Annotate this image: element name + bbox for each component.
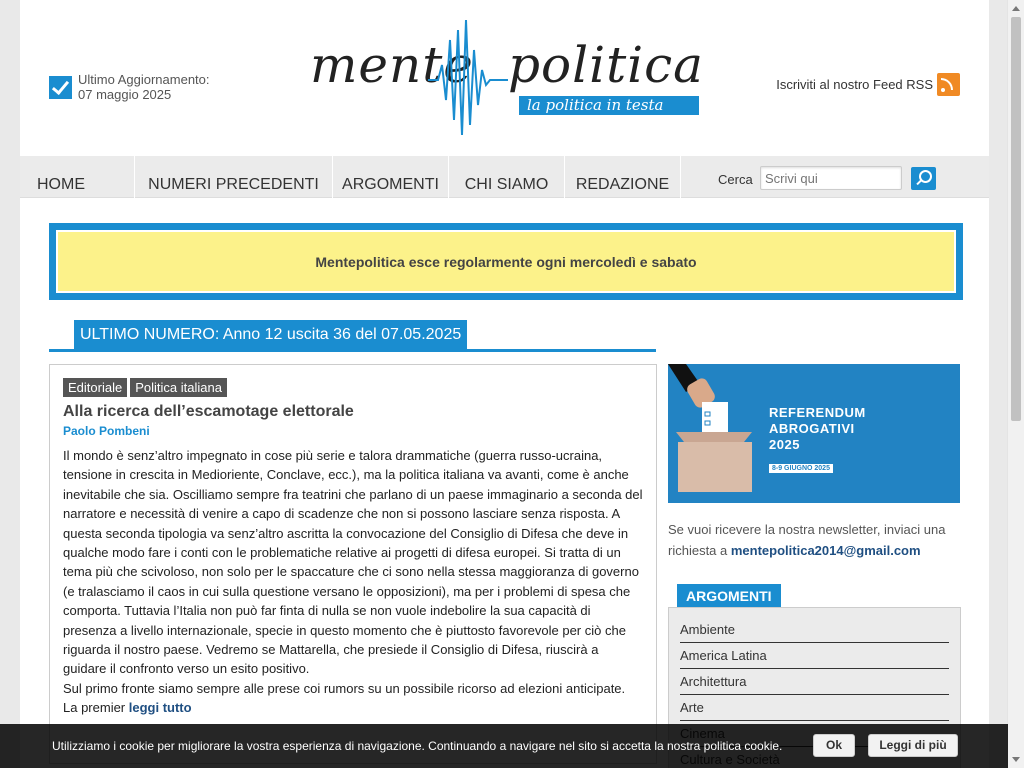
newsletter-text: Se vuoi ricevere la nostra newsletter, inviaci una richiesta a mentepolitica2014@gmail.com — [668, 522, 946, 558]
article-title[interactable]: Alla ricerca dell’escamotage elettorale — [63, 403, 354, 420]
search-input[interactable] — [760, 166, 902, 190]
article-author[interactable]: Paolo Pombeni — [63, 424, 150, 438]
logo-word-mente: mente — [310, 36, 474, 94]
argomento-arte[interactable]: Arte — [680, 695, 949, 721]
article-card — [49, 364, 657, 764]
logo-word-politica: politica — [508, 36, 704, 94]
argomento-america-latina[interactable]: America Latina — [680, 643, 949, 669]
main-nav — [20, 156, 989, 198]
nav-argomenti[interactable]: ARGOMENTI — [333, 156, 449, 198]
argomento-architettura[interactable]: Architettura — [680, 669, 949, 695]
last-update — [49, 72, 210, 102]
update-date: 07 maggio 2025 — [78, 87, 172, 102]
ballot-box-icon — [668, 364, 768, 503]
check-icon — [49, 76, 72, 99]
notice-banner — [49, 223, 963, 300]
tag-politica-italiana[interactable]: Politica italiana — [130, 378, 227, 397]
argomento-ambiente[interactable]: Ambiente — [680, 617, 949, 643]
article-paragraph: Il mondo è senz’altro impegnato in cose più serie e talora drammatiche (guerra russo-ucraina, tensione in crescita in Medioriente, Conclave, ecc.), ma la politica italiana va avanti, come è anche inevitabile che sia. Oscilliamo sempre fra teatrini che parlano di un paese immaginario a seconda del narratore e necessità di venire a capo di scadenze che non si possono lasciare senza risposta. A questa seconda tipologia va senz’altro ascritta la convocazione del Consiglio di Difesa che deve in qualche modo fare i conti con le problematiche relative ai progetti di difesa europei. Si tratta di un tema più che scivoloso, non solo per le spaccature che ci sono nella stessa maggioranza di governo (e tralasciamo il caos in cui sulla questione versano le opposizioni), ma per i problemi di spesa che comporta. Tuttavia l’Italia non può far finta di nulla se non vuole indebolire la sua capacità di presenza a livello internazionale, specie in questo momento che è piuttosto favorevole per ciò che riguarda il nostro paese. Vedremo se Mattarella, che presiede il Consiglio di Difesa, riuscirà a guidare il confronto verso un esito positivo. — [63, 448, 643, 677]
referendum-banner[interactable] — [668, 364, 960, 503]
rss-text: Iscriviti al nostro Feed RSS — [776, 77, 933, 92]
logo-tagline: la politica in testa — [519, 96, 699, 115]
nav-redazione[interactable]: REDAZIONE — [565, 156, 681, 198]
article-tags — [63, 378, 643, 397]
tag-editoriale[interactable]: Editoriale — [63, 378, 127, 397]
read-more-link[interactable]: leggi tutto — [128, 700, 192, 716]
article-body — [63, 446, 643, 718]
page — [20, 0, 989, 768]
search-button[interactable] — [911, 167, 936, 190]
notice-text: Mentepolitica esce regolarmente ogni mercoledì e sabato — [56, 230, 956, 293]
rss-link[interactable] — [776, 73, 960, 96]
pulse-icon — [428, 10, 508, 140]
section-title[interactable]: ULTIMO NUMERO: Anno 12 uscita 36 del 07.05.2025 — [74, 320, 467, 350]
section-divider — [49, 349, 656, 352]
argomenti-title: ARGOMENTI — [677, 584, 781, 607]
scroll-down-icon[interactable] — [1012, 757, 1020, 762]
nav-home[interactable]: HOME — [20, 156, 135, 198]
nav-chi-siamo[interactable]: CHI SIAMO — [449, 156, 565, 198]
scroll-up-icon[interactable] — [1012, 6, 1020, 11]
newsletter-email-link[interactable]: mentepolitica2014@gmail.com — [730, 543, 921, 558]
cookie-bar — [0, 724, 1008, 768]
rss-icon[interactable] — [937, 73, 960, 96]
nav-numeri-precedenti[interactable]: NUMERI PRECEDENTI — [135, 156, 333, 198]
banner-date: 8-9 GIUGNO 2025 — [769, 464, 833, 473]
update-label: Ultimo Aggiornamento: — [78, 72, 210, 87]
article-paragraph-2: Sul primo fronte siamo sempre alle prese coi rumors su un possibile ricorso ad elezioni anticipate. La premier leggi tutto — [63, 680, 626, 716]
cookie-text: Utilizziamo i cookie per migliorare la vostra esperienza di navigazione. Continuando a navigare nel sito si accetta la nostra politica cookie. — [52, 739, 783, 753]
vertical-scrollbar[interactable] — [1007, 0, 1024, 768]
site-logo[interactable] — [308, 10, 704, 140]
search-label: Cerca — [718, 172, 753, 187]
scrollbar-thumb[interactable] — [1011, 17, 1021, 421]
cookie-more-button[interactable]: Leggi di più — [868, 734, 958, 757]
banner-text: REFERENDUM ABROGATIVI 2025 — [769, 405, 866, 452]
cookie-ok-button[interactable]: Ok — [813, 734, 855, 757]
